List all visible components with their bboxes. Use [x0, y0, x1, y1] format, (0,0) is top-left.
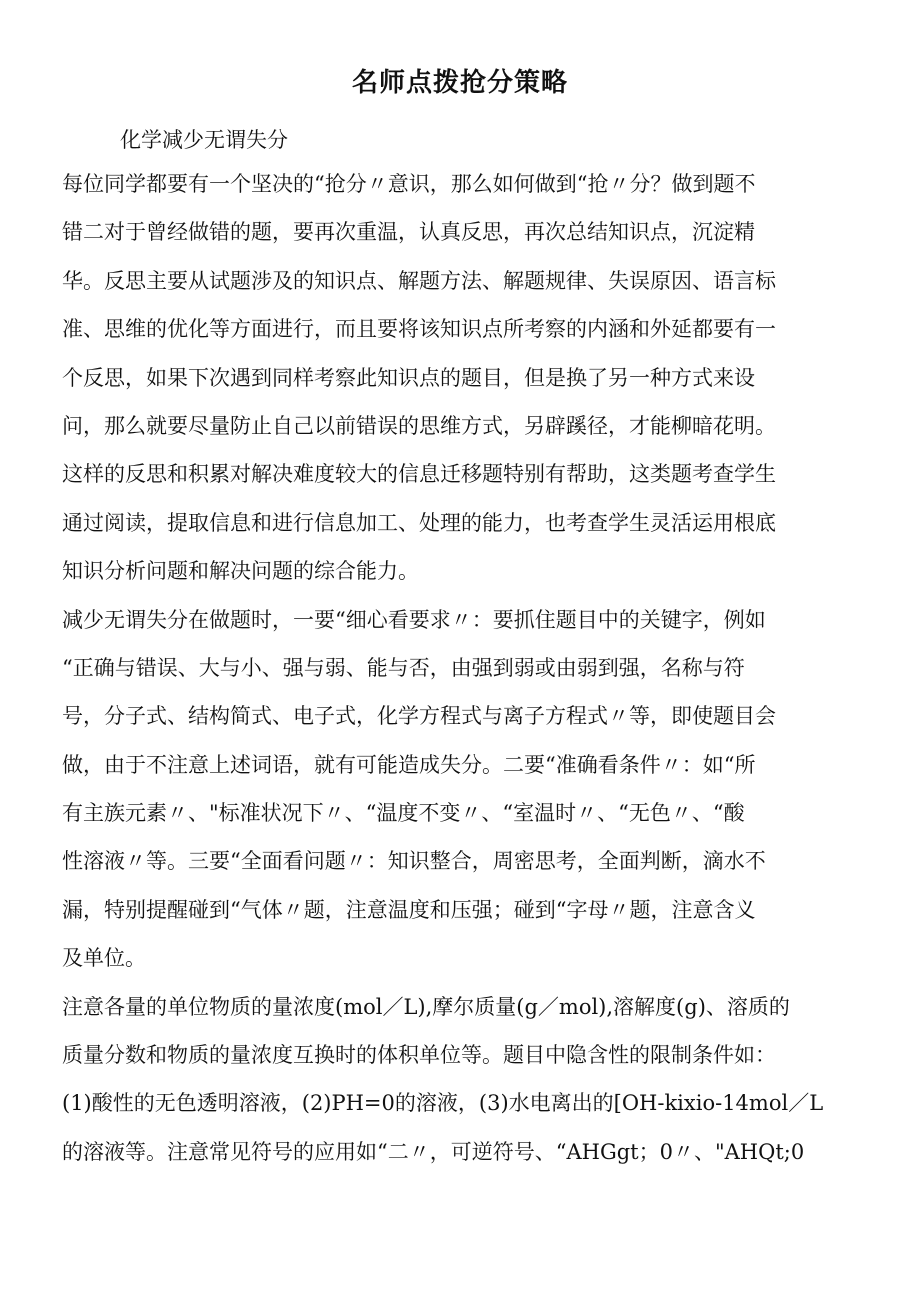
text-line: 错二对于曾经做错的题，要再次重温，认真反思，再次总结知识点，沉淀精: [62, 220, 755, 245]
text-line: 这样的反思和积累对解决难度较大的信息迁移题特别有帮助，这类题考查学生: [62, 462, 776, 487]
page-title: 名师点拨抢分策略: [351, 68, 568, 98]
text-line: 问，那么就要尽量防止自己以前错误的思维方式，另辟蹊径，才能柳暗花明。: [62, 413, 776, 438]
text-line: 注意各量的单位物质的量浓度(mol／L),摩尔质量(g／mol),溶解度(g)、溶质的: [62, 994, 790, 1019]
text-line: 的溶液等。注意常见符号的应用如“二〃，可逆符号、“AHGgt；0〃、"AHQt;0: [62, 1139, 805, 1164]
text-line: 漏，特别提醒碰到“气体〃题，注意温度和压强；碰到“字母〃题，注意含义: [62, 897, 756, 922]
text-line: 性溶液〃等。三要“全面看问题〃：知识整合，周密思考，全面判断，滴水不: [62, 849, 766, 874]
text-line: 每位同学都要有一个坚决的“抢分〃意识，那么如何做到“抢〃分？做到题不: [62, 172, 756, 196]
text-line: 华。反思主要从试题涉及的知识点、解题方法、解题规律、失误原因、语言标: [62, 268, 776, 293]
text-line: “正确与错误、大与小、强与弱、能与否，由强到弱或由弱到强，名称与符: [62, 655, 745, 680]
text-line: (1)酸性的无色透明溶液，(2)PH=0的溶液，(3)水电离出的[OH-kixio-14mol／L: [62, 1091, 824, 1116]
text-line: 及单位。: [62, 946, 146, 971]
text-line: 个反思，如果下次遇到同样考察此知识点的题目，但是换了另一种方式来设: [62, 365, 755, 390]
text-line: 号，分子式、结构简式、电子式，化学方程式与离子方程式〃等，即使题目会: [62, 704, 776, 729]
text-line: 质量分数和物质的量浓度互换时的体积单位等。题目中隐含性的限制条件如：: [62, 1043, 776, 1068]
section-subtitle: 化学减少无谓失分: [120, 128, 288, 152]
text-line: 减少无谓失分在做题时，一要“细心看要求〃：要抓住题目中的关键字，例如: [62, 607, 766, 632]
body-text: [62, 160, 862, 1176]
text-line: 准、思维的优化等方面进行，而且要将该知识点所考察的内涵和外延都要有一: [62, 317, 776, 342]
text-line: 做，由于不注意上述词语，就有可能造成失分。二要“准确看条件〃：如“所: [62, 752, 756, 777]
text-line: 知识分析问题和解决问题的综合能力。: [62, 559, 419, 584]
text-line: 通过阅读，提取信息和进行信息加工、处理的能力，也考查学生灵活运用根底: [62, 510, 776, 535]
text-line: 有主族元素〃、"标准状况下〃、“温度不变〃、“室温时〃、“无色〃、“酸: [62, 801, 745, 826]
